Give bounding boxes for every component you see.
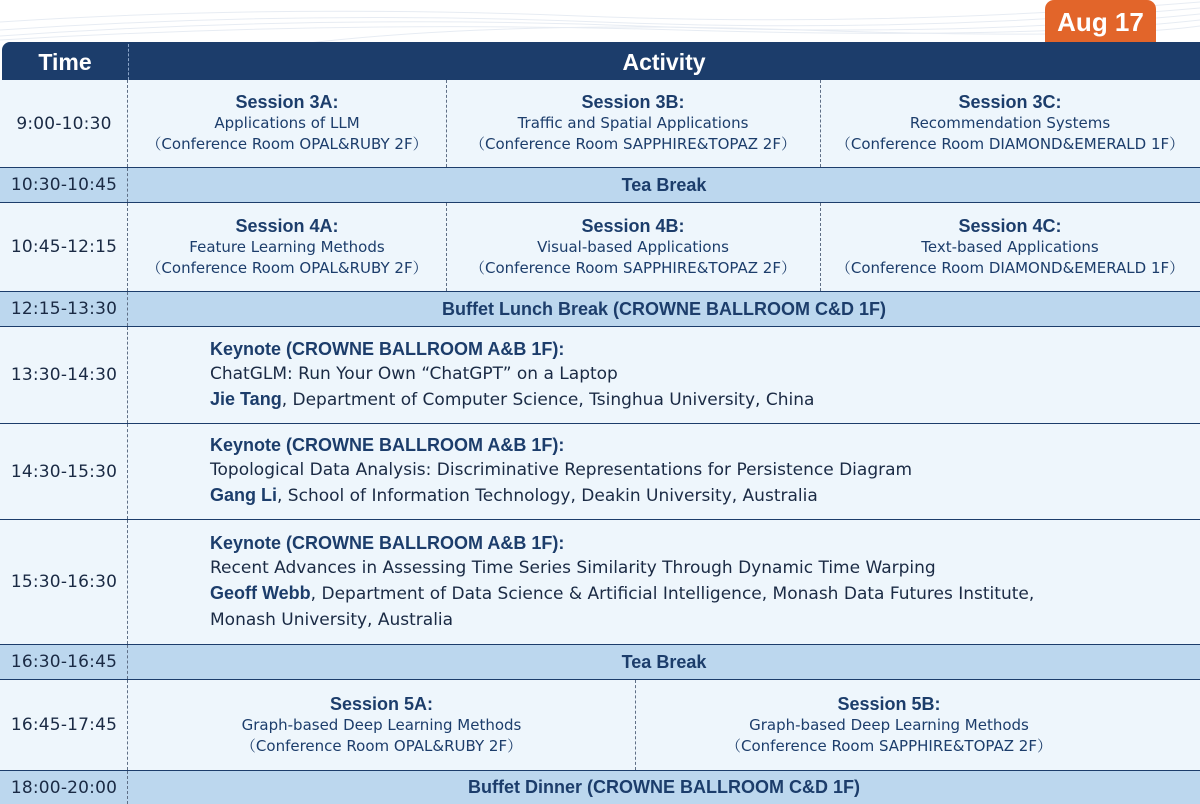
header-time: Time [38, 49, 92, 75]
keynote-cell [210, 424, 1090, 519]
session-cell [128, 680, 635, 770]
session-title: Session 5B: [837, 693, 941, 714]
keynote-heading: Keynote (CROWNE BALLROOM A&B 1F): [210, 435, 565, 456]
session-title: Session 4C: [958, 215, 1062, 236]
break-label: Tea Break [621, 174, 707, 195]
row-time: 10:30-10:45 [10, 175, 118, 195]
break-row [0, 292, 1200, 327]
session-title: Session 3A: [235, 92, 339, 112]
keynote-speaker-line [210, 581, 1082, 633]
break-label: Buffet Lunch Break (CROWNE BALLROOM C&D 1F) [442, 298, 886, 319]
session-topic: Traffic and Spatial Applications [517, 114, 749, 132]
time-divider [127, 424, 128, 519]
time-divider [127, 520, 128, 644]
session-title: Session 5A: [329, 693, 434, 714]
session-cell [446, 80, 820, 167]
session-cell [635, 680, 1143, 770]
session-cell [820, 80, 1200, 167]
row-time: 16:45-17:45 [10, 715, 118, 735]
row-time: 16:30-16:45 [10, 652, 118, 672]
schedule-row [0, 680, 1200, 771]
date-tab: Aug 17 [1045, 0, 1156, 42]
row-time: 10:45-12:15 [10, 237, 118, 257]
schedule-row [0, 203, 1200, 292]
session-cell [446, 203, 820, 291]
session-topic: Applications of LLM [214, 114, 360, 132]
session-room: （Conference Room DIAMOND&EMERALD 1F） [835, 135, 1185, 153]
session-room: （Conference Room DIAMOND&EMERALD 1F） [835, 258, 1185, 277]
keynote-title: Topological Data Analysis: Discriminative Representations for Persistence Diagram [210, 460, 913, 481]
row-time: 13:30-14:30 [10, 365, 118, 385]
header-activity: Activity [622, 49, 706, 75]
break-row [0, 645, 1200, 680]
session-title: Session 4A: [235, 215, 339, 236]
break-label: Buffet Dinner (CROWNE BALLROOM C&D 1F) [468, 777, 860, 797]
keynote-title: ChatGLM: Run Your Own “ChatGPT” on a Laptop [210, 363, 618, 384]
session-room: （Conference Room OPAL&RUBY 2F） [240, 736, 523, 755]
table-header [2, 42, 1200, 80]
session-room: （Conference Room SAPPHIRE&TOPAZ 2F） [470, 258, 796, 277]
break-row [0, 771, 1200, 804]
keynote-row [0, 327, 1200, 424]
keynote-speaker-line [210, 483, 1090, 510]
keynote-heading: Keynote (CROWNE BALLROOM A&B 1F): [210, 338, 565, 359]
session-topic: Graph-based Deep Learning Methods [241, 715, 522, 734]
session-title: Session 4B: [581, 215, 685, 236]
session-cell [128, 203, 446, 291]
speaker-affiliation: , School of Information Technology, Deakin University, Australia [277, 486, 818, 507]
speaker-name: Geoff Webb [210, 583, 311, 603]
break-row [0, 168, 1200, 203]
session-room: （Conference Room OPAL&RUBY 2F） [146, 135, 428, 153]
speaker-name: Jie Tang [210, 388, 282, 409]
decorative-wave-lines [0, 0, 1200, 44]
schedule-row [0, 80, 1200, 168]
session-topic: Visual-based Applications [537, 237, 729, 256]
keynote-row [0, 424, 1200, 520]
time-divider [127, 327, 128, 423]
session-topic: Recommendation Systems [909, 114, 1111, 132]
session-room: （Conference Room OPAL&RUBY 2F） [146, 258, 428, 277]
session-room: （Conference Room SAPPHIRE&TOPAZ 2F） [470, 135, 796, 153]
session-title: Session 3C: [958, 92, 1062, 112]
row-time: 12:15-13:30 [10, 299, 118, 319]
session-cell [820, 203, 1200, 291]
row-time: 14:30-15:30 [10, 461, 118, 482]
keynote-cell [210, 327, 1090, 423]
session-topic: Text-based Applications [921, 237, 1099, 256]
speaker-affiliation: , Department of Computer Science, Tsinghua University, China [281, 389, 815, 410]
session-topic: Feature Learning Methods [189, 237, 385, 256]
speaker-affiliation: , Department of Data Science & Artificial Intelligence, Monash Data Futures Institute, Monash University, Australia [210, 584, 1035, 630]
speaker-name: Gang Li [210, 485, 277, 506]
row-time: 15:30-16:30 [10, 572, 118, 592]
keynote-heading: Keynote (CROWNE BALLROOM A&B 1F): [210, 533, 565, 553]
session-title: Session 3B: [581, 92, 685, 112]
keynote-speaker-line [210, 387, 1090, 414]
session-cell [128, 80, 446, 167]
keynote-row [0, 520, 1200, 645]
keynote-title: Recent Advances in Assessing Time Series Similarity Through Dynamic Time Warping [210, 558, 936, 578]
keynote-cell [210, 520, 1082, 644]
row-time: 9:00-10:30 [16, 113, 112, 134]
break-label: Tea Break [621, 651, 707, 672]
row-time: 18:00-20:00 [10, 777, 118, 798]
session-topic: Graph-based Deep Learning Methods [749, 715, 1029, 734]
session-room: （Conference Room SAPPHIRE&TOPAZ 2F） [726, 736, 1052, 755]
